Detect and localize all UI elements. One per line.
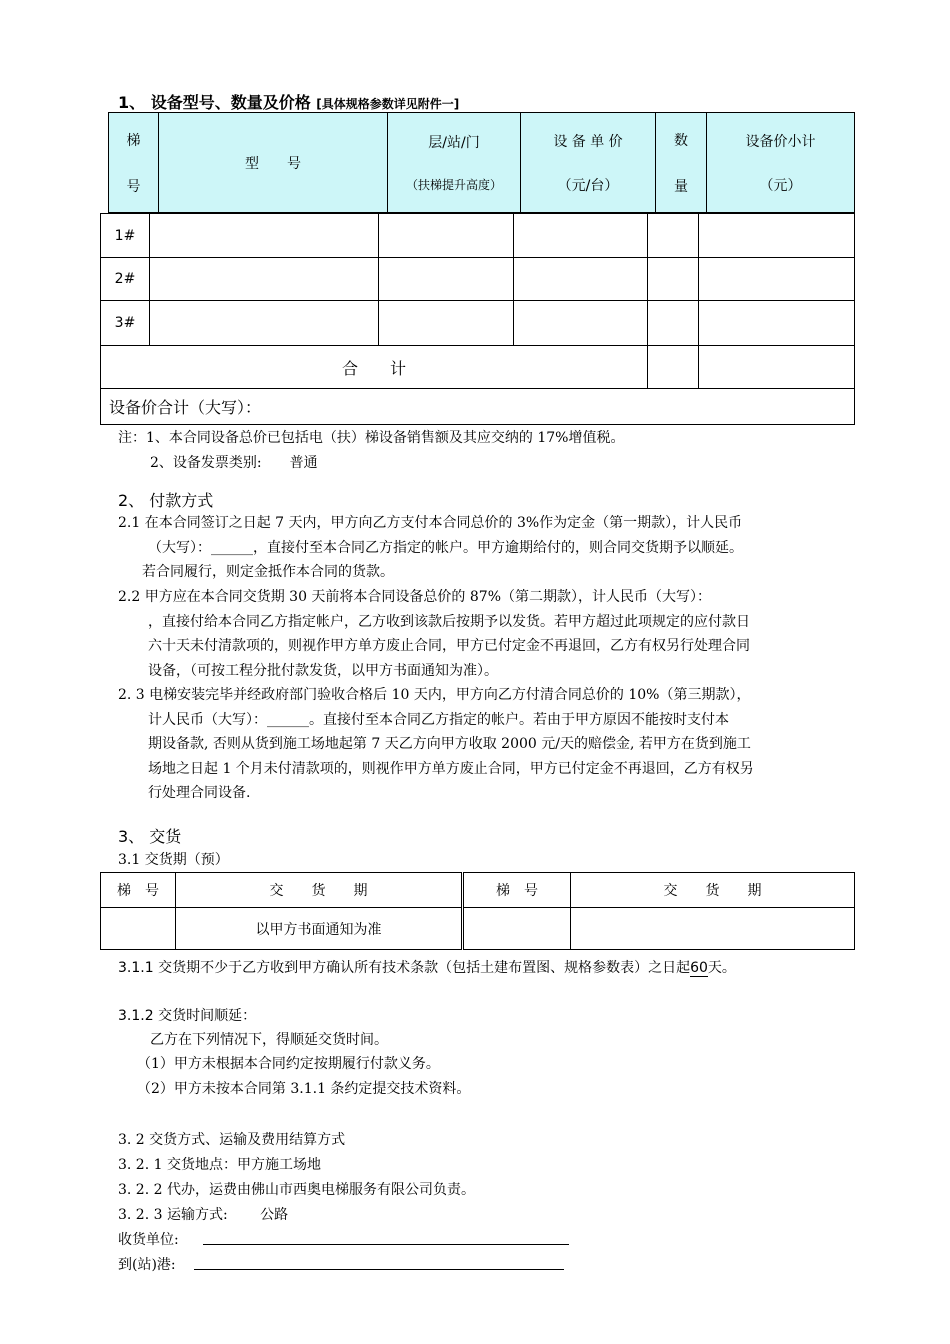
delivery-table <box>100 872 855 950</box>
port-label: 到(站)港: <box>118 1257 176 1273</box>
header-lift-no: 梯 号 <box>101 873 176 908</box>
total-words-label: 设备价合计（大写）： <box>101 389 855 425</box>
lift-no-cell: 2# <box>101 258 150 301</box>
price-table-header <box>108 112 855 213</box>
paragraph-2-1: 2.1 在本合同签订之日起 7 天内，甲方向乙方支付本合同总价的 3%作为定金（第一期款），计人民币 （大写）：______，直接付至本合同乙方指定的帐户。甲方逾期给付的，则合同交货期予以顺延。 若合同履行，则定金抵作本合同的货款。 <box>118 515 743 580</box>
section3-title: 3、 交货 <box>118 827 182 846</box>
header-floors: 层/站/门 （扶梯提升高度） <box>388 113 521 213</box>
clause-3-1-1: 3.1.1 交货期不少于乙方收到甲方确认所有技术条款（包括土建布置图、规格参数表）之日起60天。 <box>118 960 736 976</box>
table-row <box>101 214 855 258</box>
total-words-row <box>101 389 855 425</box>
consignee-line <box>203 1244 569 1245</box>
lift-no-cell: 3# <box>101 301 150 346</box>
header-delivery-period: 交 货 期 <box>176 873 463 908</box>
clause-3-2-2: 3. 2. 2 代办，运费由佛山市西奥电梯服务有限公司负责。 <box>118 1182 475 1198</box>
clause-3-2-1: 3. 2. 1 交货地点：甲方施工场地 <box>118 1157 321 1173</box>
header-delivery-period-2: 交 货 期 <box>571 873 855 908</box>
paragraph-2-3: 2. 3 电梯安装完毕并经政府部门验收合格后 10 天内，甲方向乙方付清合同总价的 10%（第三期款）， 计人民币（大写）：______。直接付至本合同乙方指定的帐户。若由于甲方原因不能按时支付本 期设备款, 否则从货到施工场地起第 7 天乙方向甲方收取 2000 元/天的赔偿金, 若甲方在货到施工 场地之日起 1 个月未付清款项的，则视作甲方单方废止合同，甲方已付定金不再退回，乙方有权另 行处理合同设备. <box>118 687 754 801</box>
section1-title: 1、 设备型号、数量及价格 [具体规格参数详见附件一] <box>118 93 460 112</box>
header-lift-no: 梯 号 <box>109 113 159 213</box>
port-line <box>194 1269 564 1270</box>
table-row <box>101 908 855 950</box>
header-subtotal: 设备价小计 （元） <box>707 113 855 213</box>
header-model: 型 号 <box>159 113 388 213</box>
delivery-period-value: 以甲方书面通知为准 <box>176 908 463 950</box>
paragraph-2-2: 2.2 甲方应在本合同交货期 30 天前将本合同设备总价的 87%（第二期款），计人民币（大写）： ，直接付给本合同乙方指定帐户，乙方收到该款后按期予以发货。若甲方超过此项规定的应付款日 六十天未付清款项的，则视作甲方单方废止合同，甲方已付定金不再退回，乙方有权另行处理合同 设备，（可按工程分批付款发货，以甲方书面通知为准）。 <box>118 589 750 679</box>
note-2: 2、设备发票类别: 普通 <box>150 455 318 471</box>
table-row <box>101 301 855 346</box>
header-lift-no-2: 梯 号 <box>463 873 571 908</box>
clause-3-2: 3. 2 交货方式、运输及费用结算方式 <box>118 1132 346 1148</box>
clause-3-2-3: 3. 2. 3 运输方式: 公路 <box>118 1207 289 1223</box>
clause-3-1-2-item1: （1）甲方未根据本合同约定按期履行付款义务。 <box>137 1056 440 1072</box>
section1-title-note: [具体规格参数详见附件一] <box>316 97 460 111</box>
delivery-period-label: 3.1 交货期（预） <box>118 852 229 868</box>
section2-title: 2、 付款方式 <box>118 491 214 510</box>
consignee-label: 收货单位: <box>118 1232 179 1248</box>
lift-no-cell: 1# <box>101 214 150 258</box>
clause-3-1-2-item2: （2）甲方未按本合同第 3.1.1 条约定提交技术资料。 <box>137 1081 471 1097</box>
header-qty: 数 量 <box>656 113 707 213</box>
table-row <box>101 258 855 301</box>
price-table-body <box>100 213 855 425</box>
total-label: 合 计 <box>101 346 648 389</box>
clause-3-1-2-title: 3.1.2 交货时间顺延： <box>118 1008 257 1024</box>
header-unit-price: 设 备 单 价 （元/台） <box>521 113 656 213</box>
table-row <box>101 873 855 908</box>
clause-3-1-2-intro: 乙方在下列情况下，得顺延交货时间。 <box>150 1032 388 1048</box>
note-1: 注：1、本合同设备总价已包括电（扶）梯设备销售额及其应交纳的 17%增值税。 <box>118 430 625 446</box>
total-row <box>101 346 855 389</box>
